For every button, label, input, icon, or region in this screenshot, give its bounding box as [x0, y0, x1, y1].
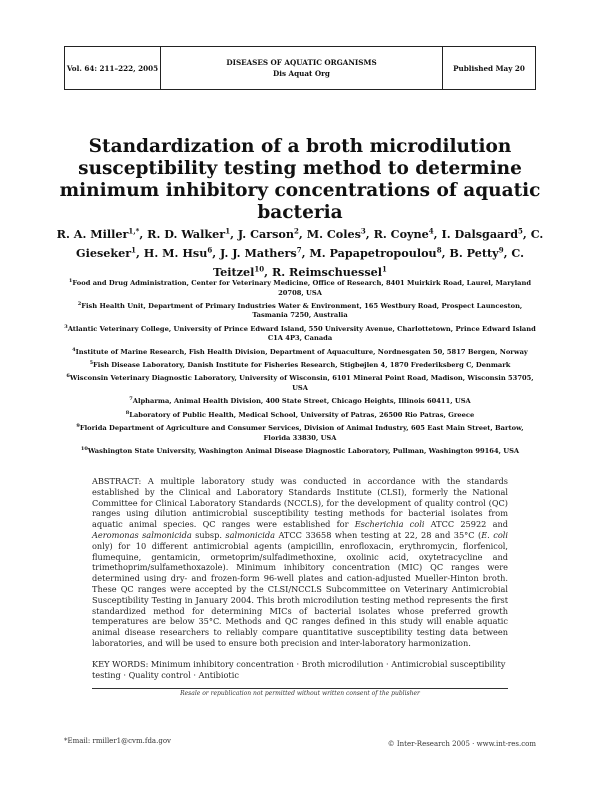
affiliation	[62, 445, 538, 457]
author-affiliation-ref: 7	[296, 245, 302, 255]
affiliation-number: 3	[64, 323, 68, 330]
author-name: J. Carson	[237, 226, 295, 241]
author-name: C. Gieseker	[76, 226, 544, 260]
author-affiliation-ref: 1,*	[128, 226, 140, 235]
abstract	[92, 476, 508, 649]
author-affiliation-ref: 5	[518, 226, 523, 235]
abstract-text: ABSTRACT: A multiple laboratory study was conducted in accordance with the standards established by the Clinical and Laboratory Standards Institute (CLSI), formerly the National Committee for Clinical Laboratory Standards (NCCLS), for the development of quality control (QC) ranges using dilution antimicrobial susceptibility testing methods for bacterial isolates from aquatic animal species. QC ranges were established for	[92, 476, 508, 530]
affiliation	[62, 422, 538, 443]
author-separator: ,	[301, 245, 310, 260]
author	[147, 227, 238, 241]
author	[309, 246, 449, 260]
author-name: B. Petty	[449, 245, 499, 260]
volume-info: Vol. 64: 211–222, 2005	[65, 47, 161, 89]
author-separator: ,	[212, 245, 221, 260]
abstract-text: only) for 10 different antimicrobial agents (ampicillin, enrofloxacin, erythromycin, florfenicol, flumequine, gentamicin, ormetoprim/sulfadimethoxine, oxolinic acid, oxytetracycline and trimethoprim/sulfamethoxazole). Minimum inhibitory concentration (MIC) QC ranges were determined using dry- and frozen-form 96-well plates and cation-adjusted Mueller-Hinton broth. These QC ranges were accepted by the CLSI/NCCLS Subcommittee on Veterinary Antimicrobial Susceptibility Testing in January 2004. This broth microdilution testing method represents the first standardized method for determining MICs of bacterial isolates whose preferred growth temperatures are below 35°C. Methods and QC ranges defined in this study will enable aquatic animal disease researchers to reliably compare quantitative susceptibility testing data between laboratories, and will be used to ensure both precision and inter-laboratory harmonization.	[92, 540, 508, 648]
author-separator: ,	[522, 226, 531, 241]
author-separator: ,	[264, 265, 272, 280]
author-separator: ,	[230, 226, 238, 241]
affiliation-text: Alpharma, Animal Health Division, 400 State Street, Chicago Heights, Illinois 60411, USA	[132, 397, 471, 406]
author-separator: ,	[441, 245, 450, 260]
divider	[92, 688, 508, 689]
author	[449, 246, 511, 260]
author-affiliation-ref: 1	[225, 226, 231, 235]
paper-title: Standardization of a broth microdilution susceptibility testing method to determine minimum inhibitory concentrations of aquatic bacteria	[59, 136, 541, 223]
journal-name	[161, 47, 443, 89]
author-affiliation-ref: 10	[254, 264, 265, 274]
affiliation-text: Wisconsin Veterinary Diagnostic Laboratory, University of Wisconsin, 6101 Mineral Point Road, Madison, Wisconsin 53705, USA	[69, 374, 534, 393]
affiliation-text: Washington State University, Washington Animal Disease Diagnostic Laboratory, Pullman, Washington 99164, USA	[87, 447, 520, 456]
author-affiliation-ref: 8	[436, 245, 442, 255]
affiliation	[62, 372, 538, 393]
journal-name-line2: Dis Aquat Org	[273, 69, 330, 78]
affiliation-number: 10	[80, 445, 88, 452]
species-name: Escherichia coli	[354, 519, 425, 530]
affiliation	[62, 277, 538, 298]
affiliation-text: Food and Drug Administration, Center for Veterinary Medicine, Office of Research, 8401 Muirkirk Road, Laurel, Maryland 20708, USA	[72, 279, 532, 297]
affiliation-number: 4	[72, 346, 76, 353]
species-name: salmonicida	[225, 529, 276, 540]
affiliation-number: 2	[77, 300, 82, 307]
author-name: R. Reimschuessel	[271, 265, 383, 280]
affiliation-text: Fish Health Unit, Department of Primary Industries Water & Environment, 165 Westbury Road, Prospect Launceston, Tasmania 7250, Australia	[81, 302, 523, 320]
author	[220, 246, 309, 260]
author-affiliation-ref: 3	[360, 226, 366, 235]
author-affiliation-ref: 4	[428, 226, 434, 235]
affiliation-number: 6	[66, 373, 70, 380]
affiliation-number: 8	[125, 409, 130, 416]
affiliation-number: 1	[68, 278, 73, 284]
author-name: I. Dalsgaard	[441, 226, 519, 241]
keywords: KEY WORDS: Minimum inhibitory concentration · Broth microdilution · Antimicrobial susceptibility testing · Quality control · Antibiotic	[92, 659, 506, 680]
author-separator: ,	[503, 245, 512, 260]
species-name: Aeromonas salmonicida	[92, 529, 192, 540]
author-name: M. Coles	[306, 226, 361, 241]
affiliation-text: Fish Disease Laboratory, Danish Institute for Fisheries Research, Stigbøjlen 4, 1870 Frederiksberg C, Denmark	[93, 361, 511, 370]
affiliation-number: 9	[76, 423, 80, 430]
journal-header	[64, 46, 536, 90]
author-name: J. J. Mathers	[220, 245, 297, 260]
author-name: R. D. Walker	[147, 226, 226, 241]
author	[441, 227, 530, 241]
publisher-copyright: © Inter-Research 2005 · www.int-res.com	[387, 740, 536, 748]
author-separator: ,	[139, 226, 148, 241]
journal-name-line1: DISEASES OF AQUATIC ORGANISMS	[226, 58, 377, 67]
copyright-notice: Resale or republication not permitted without written consent of the publisher	[180, 690, 420, 697]
author	[374, 227, 442, 241]
abstract-paragraph	[92, 476, 508, 649]
author-separator: ,	[433, 226, 442, 241]
author-name: M. Papapetropoulou	[309, 245, 437, 260]
affiliation-text: Atlantic Veterinary College, University of Prince Edward Island, 550 University Avenue, Charlottetown, Prince Edward Island C1A 4P3, Canada	[67, 324, 536, 343]
affiliation	[62, 395, 538, 407]
affiliation-text: Laboratory of Public Health, Medical School, University of Patras, 26500 Rio Patras, Greece	[129, 410, 475, 419]
author-separator: ,	[298, 226, 307, 241]
author	[238, 227, 307, 241]
author-name: C. Teitzel	[213, 245, 524, 280]
author-name: R. Coyne	[373, 226, 429, 241]
affiliation-number: 7	[129, 396, 133, 403]
corresponding-email: *Email: rmiller1@cvm.fda.gov	[64, 737, 171, 745]
author-affiliation-ref: 2	[294, 226, 299, 235]
author-list	[50, 223, 550, 281]
affiliation	[62, 323, 538, 344]
author	[307, 227, 374, 241]
affiliation	[62, 346, 538, 358]
author-affiliation-ref: 1	[382, 264, 387, 274]
affiliation	[62, 300, 538, 321]
affiliation	[62, 359, 538, 371]
author	[144, 246, 220, 260]
author-name: H. M. Hsu	[143, 245, 208, 260]
author	[57, 227, 147, 241]
affiliation-text: Institute of Marine Research, Fish Health Division, Department of Aquaculture, Nordnesgaten 50, 5817 Bergen, Norway	[75, 347, 528, 356]
author-affiliation-ref: 6	[207, 245, 213, 255]
affiliation-list	[62, 277, 538, 458]
affiliation	[62, 409, 538, 421]
author-separator: ,	[365, 226, 374, 241]
affiliation-number: 5	[89, 359, 94, 366]
published-date: Published May 20	[453, 63, 525, 73]
author-name: R. A. Miller	[56, 226, 129, 241]
abstract-text: ATCC 33658 when testing at 22, 28 and 35°C (	[275, 529, 482, 540]
abstract-text: ATCC 25922 and	[424, 519, 508, 530]
author-affiliation-ref: 1	[131, 245, 136, 255]
abstract-text: subsp.	[191, 529, 226, 540]
author-separator: ,	[136, 245, 144, 260]
author-affiliation-ref: 9	[498, 245, 504, 255]
species-name: E. coli	[481, 529, 508, 540]
affiliation-text: Florida Department of Agriculture and Consumer Services, Division of Animal Industry, 605 East Main Street, Bartow, Florida 33830, USA	[79, 424, 524, 442]
